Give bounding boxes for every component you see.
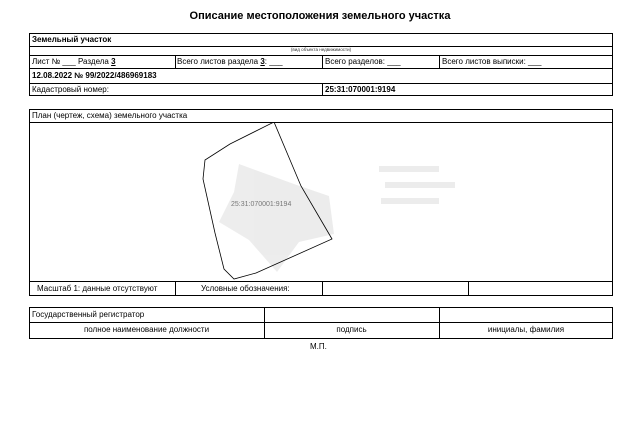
section-sheets-field xyxy=(177,57,283,67)
parcel-plan-drawing xyxy=(29,122,613,280)
section-title: Земельный участок xyxy=(32,35,112,44)
cadastral-label: Кадастровый номер: xyxy=(32,85,109,94)
date-number: 12.08.2022 № 99/2022/486969183 xyxy=(32,71,157,80)
cadastral-number: 25:31:070001:9194 xyxy=(325,85,396,94)
legend-label: Условные обозначения: xyxy=(201,284,290,293)
plan-label: План (чертеж, схема) земельного участка xyxy=(32,111,188,120)
sheet-number-field xyxy=(32,57,116,67)
total-sections-field: Всего разделов: ___ xyxy=(325,57,401,66)
scale-label: Масштаб 1: данные отсутствуют xyxy=(37,284,158,293)
sheet-section-value: 3 xyxy=(111,57,116,66)
watermark-emblem xyxy=(219,164,455,272)
total-extract-sheets-field: Всего листов выписки: ___ xyxy=(442,57,542,66)
signature-caption: подпись xyxy=(336,325,367,334)
parcel-label: 25:31:070001:9194 xyxy=(231,201,292,208)
document-title: Описание местоположения земельного участка xyxy=(189,10,451,22)
section-sheets-label: Всего листов раздела xyxy=(177,57,259,66)
sheet-label: Лист № ___ Раздела xyxy=(32,57,109,66)
stamp-place: М.П. xyxy=(310,342,327,351)
registrar-label: Государственный регистратор xyxy=(32,310,145,319)
position-caption: полное наименование должности xyxy=(83,325,210,334)
section-sheets-suffix: : ___ xyxy=(264,57,283,66)
section-sheets-value: 3 xyxy=(260,57,265,66)
object-type-note: (вид объекта недвижимости) xyxy=(290,47,352,52)
initials-caption: инициалы, фамилия xyxy=(487,325,565,334)
